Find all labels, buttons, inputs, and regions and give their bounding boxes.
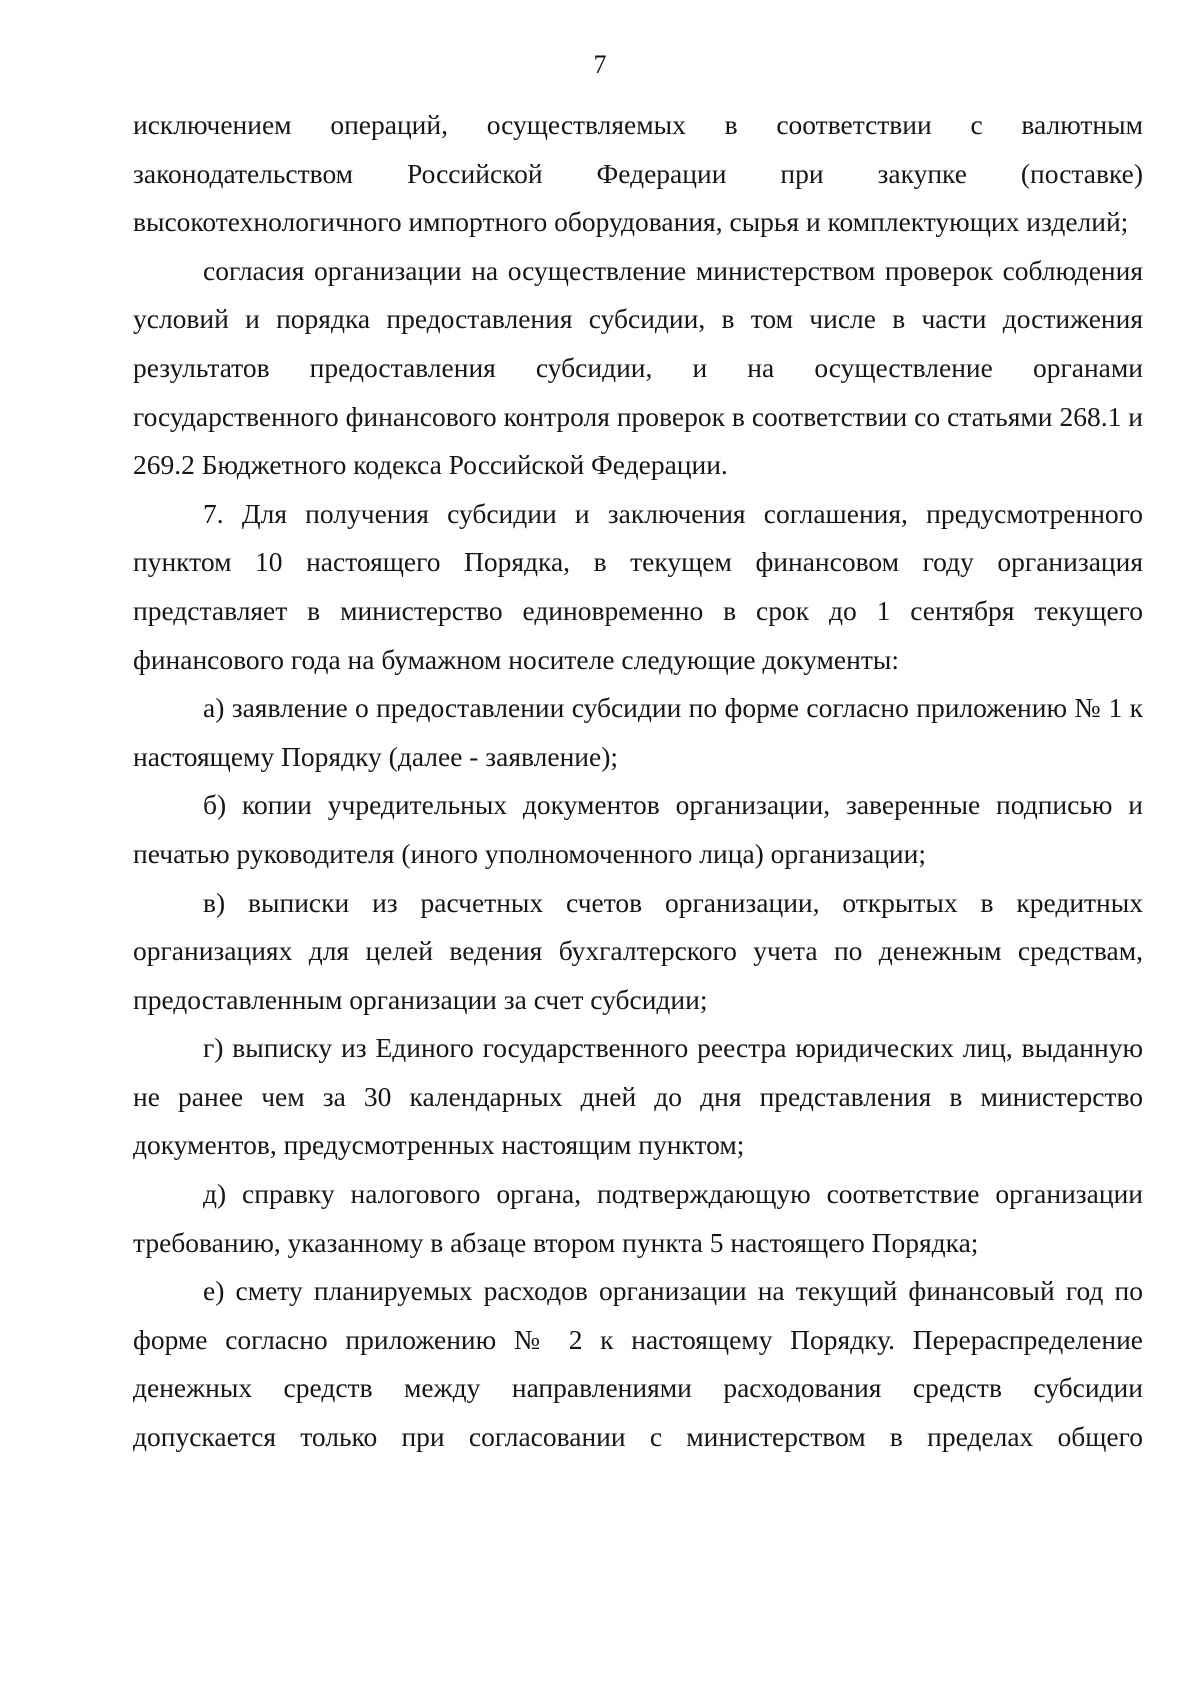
document-body [133,101,1143,1462]
list-item-v: в) выписки из расчетных счетов организации, открытых в кредитных организациях для целей ведения бухгалтерского учета по денежным средствам, предоставленным организации за счет субсидии; [133,886,1143,1015]
list-item-g: г) выписку из Единого государственного реестра юридических лиц, выданную не ранее чем за 30 календарных дней до дня представления в министерство документов, предусмотренных настоящим пунктом; [133,1032,1143,1161]
list-item-d: д) справку налогового органа, подтверждающую соответствие организации требованию, указанному в абзаце втором пункта 5 настоящего Порядка; [133,1178,1143,1258]
paragraph-item-7: 7. Для получения субсидии и заключения соглашения, предусмотренного пунктом 10 настоящего Порядка, в текущем финансовом году организация представляет в министерство единовременно в срок до 1 сентября текущего финансового года на бумажном носителе следующие документы: [133,497,1143,675]
list-item-a: а) заявление о предоставлении субсидии по форме согласно приложению № 1 к настоящему Порядку (далее - заявление); [133,692,1143,772]
paragraph-continuation: исключением операций, осуществляемых в соответствии с валютным законодательством Российской Федерации при закупке (поставке) высокотехнологичного импортного оборудования, сырья и комплектующих изделий; [133,109,1143,238]
list-item-e: е) смету планируемых расходов организации на текущий финансовый год по форме согласно приложению № 2 к настоящему Порядку. Перераспределение денежных средств между направлениями расходования средств субсидии допускается только при согласовании с министерством в пределах общего [133,1275,1143,1453]
list-item-b: б) копии учредительных документов организации, заверенные подписью и печатью руководителя (иного уполномоченного лица) организации; [133,789,1143,869]
page-number: 7 [593,50,607,79]
paragraph-consent-to-inspections: согласия организации на осуществление министерством проверок соблюдения условий и порядка предоставления субсидии, в том числе в части достижения результатов предоставления субсидии, и на осуществление органами государственного финансового контроля проверок в соответствии со статьями 268.1 и 269.2 Бюджетного кодекса Российской Федерации. [133,254,1143,481]
